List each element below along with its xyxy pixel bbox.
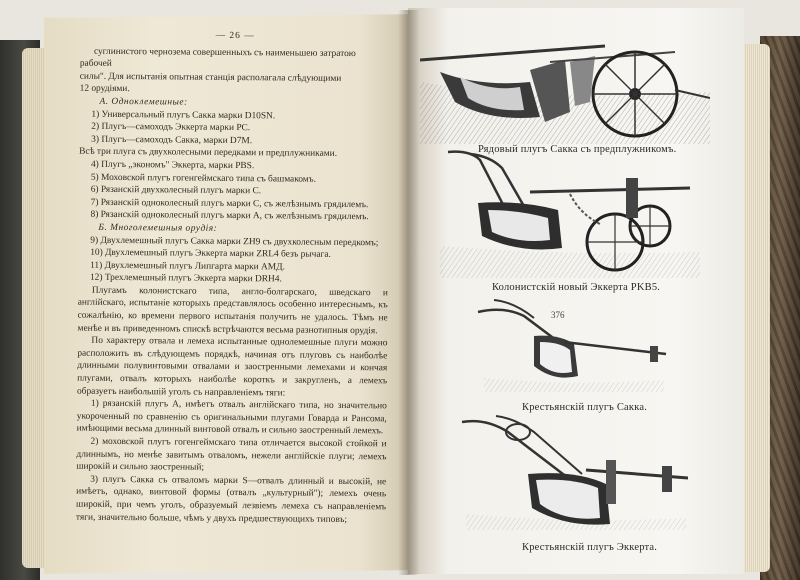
list-item: 8) Рязанскій одноколесный плугъ марки A, съ желѣзнымъ грядилемъ. <box>90 210 369 223</box>
figure-caption: Крестьянскій плугъ Сакка. <box>522 402 648 413</box>
paragraph: 3) плугъ Сакка съ отваломъ марки S—отвалъ длинный и высокій, не имѣетъ, однако, винтовой формы (отвалъ „культурный"); лемехъ очень широкій, при чемъ уголъ, образуемый лезвіемъ лемеха съ направленіемъ тяги, значительно больше, чѣмъ у двухъ предшествующихъ типовъ; <box>75 474 387 525</box>
section-heading: A. Одноклемешные: <box>99 96 188 108</box>
list-item: 11) Двухлемешный плугъ Липгарта марки AMД. <box>90 260 285 273</box>
figure-caption: Крестьянскій плугъ Эккерта. <box>522 542 658 553</box>
figure-number: 376 <box>551 310 565 320</box>
text-line: силы". Для испытанія опытная станція располагала слѣдующими <box>79 71 342 84</box>
text-line: 12 орудіями. <box>79 84 130 95</box>
list-item: 2) Плугъ—самоходъ Эккерта марки PC. <box>91 121 251 134</box>
list-item: 5) Моховской плугъ гогенгеймскаго типа съ башмакомъ. <box>90 172 316 185</box>
list-item: 7) Рязанскій одноколесный плугъ марки C, съ желѣзнымъ грядилемъ. <box>90 197 369 210</box>
illustration-colonist-plough <box>440 148 700 278</box>
list-item: 6) Рязанскій двухколесный плугъ марки C. <box>90 184 262 197</box>
illustration-peasant-plough-sack <box>474 296 674 392</box>
text-line: суглинистого чернозема совершенныхъ съ наименьшею затратою рабочей <box>79 46 356 70</box>
text-line: Всѣ три плуга съ двухколесными передками и предплужниками. <box>79 146 338 160</box>
paragraph: Плугамъ колонистскаго типа, англо-болгарскаго, шведскаго и англійскаго, испытаніе которыхъ представлялось особенно интереснымъ, къ сожалѣнію, ко времени первого испытанія получить не удалось. Тѣмъ не менѣе и въ приведенномъ спискѣ встрѣчаются весьма разнотипныя орудія. <box>77 285 388 336</box>
book-gutter <box>398 10 420 575</box>
page-number: — 26 — <box>215 30 255 42</box>
section-heading: Б. Многолемешныя орудія: <box>98 222 218 234</box>
list-item: 3) Плугъ—самоходъ Сакка, марки D7M. <box>91 134 253 146</box>
list-item: 9) Двухлемешный плугъ Сакка марки ZH9 съ двухколесным передкомъ; <box>90 235 379 248</box>
figure-caption: Колонистскій новый Эккерта PKB5. <box>492 282 661 293</box>
illustration-peasant-plough-eckert <box>456 414 696 530</box>
list-item: 12) Трехлемешный плугъ Эккерта марки DRH4. <box>89 273 282 285</box>
paragraph: 2) моховской плугъ гогенгеймскаго типа отличается высокой стойкой и длиннымъ, но менѣе завитымъ отваломъ, нежели англійскіе плуги; лемехъ широкій и сильно заостренный; <box>76 436 387 473</box>
paragraph: 1) рязанскій плугъ A, имѣетъ отвалъ англійскаго типа, но значительно укороченный по сравненію съ оригинальными плугами Говарда и Рансома, имѣющими весьма длинный винтовой отвалъ и сильно заостренный лемехъ. <box>76 398 387 437</box>
left-page-text <box>76 29 390 527</box>
paragraph: По характеру отвала и лемеха испытанные однолемешные плуги можно расположить въ слѣдующемъ порядкѣ, начиная отъ плуговъ съ наиболѣе длинными полувинтовыми отвалами и заостренными лемехами и кончая плугами, отвалъ которыхъ наиболѣе короткъ и закругленъ, а лемехъ образуетъ наибольшій уголъ съ направленіемъ тяги: <box>76 336 388 399</box>
figure-caption: Рядовый плугъ Сакка съ предплужникомъ. <box>478 144 677 155</box>
list-item: 4) Плугъ „экономъ" Эккерта, марки PBS. <box>90 159 255 172</box>
illustration-row-plough-sack <box>420 32 710 144</box>
list-item: 10) Двухлемешный плугъ Эккерта марки ZRL4 безъ рычага. <box>90 247 331 260</box>
list-item: 1) Универсальный плугъ Сакка марки D10SN. <box>91 109 276 121</box>
